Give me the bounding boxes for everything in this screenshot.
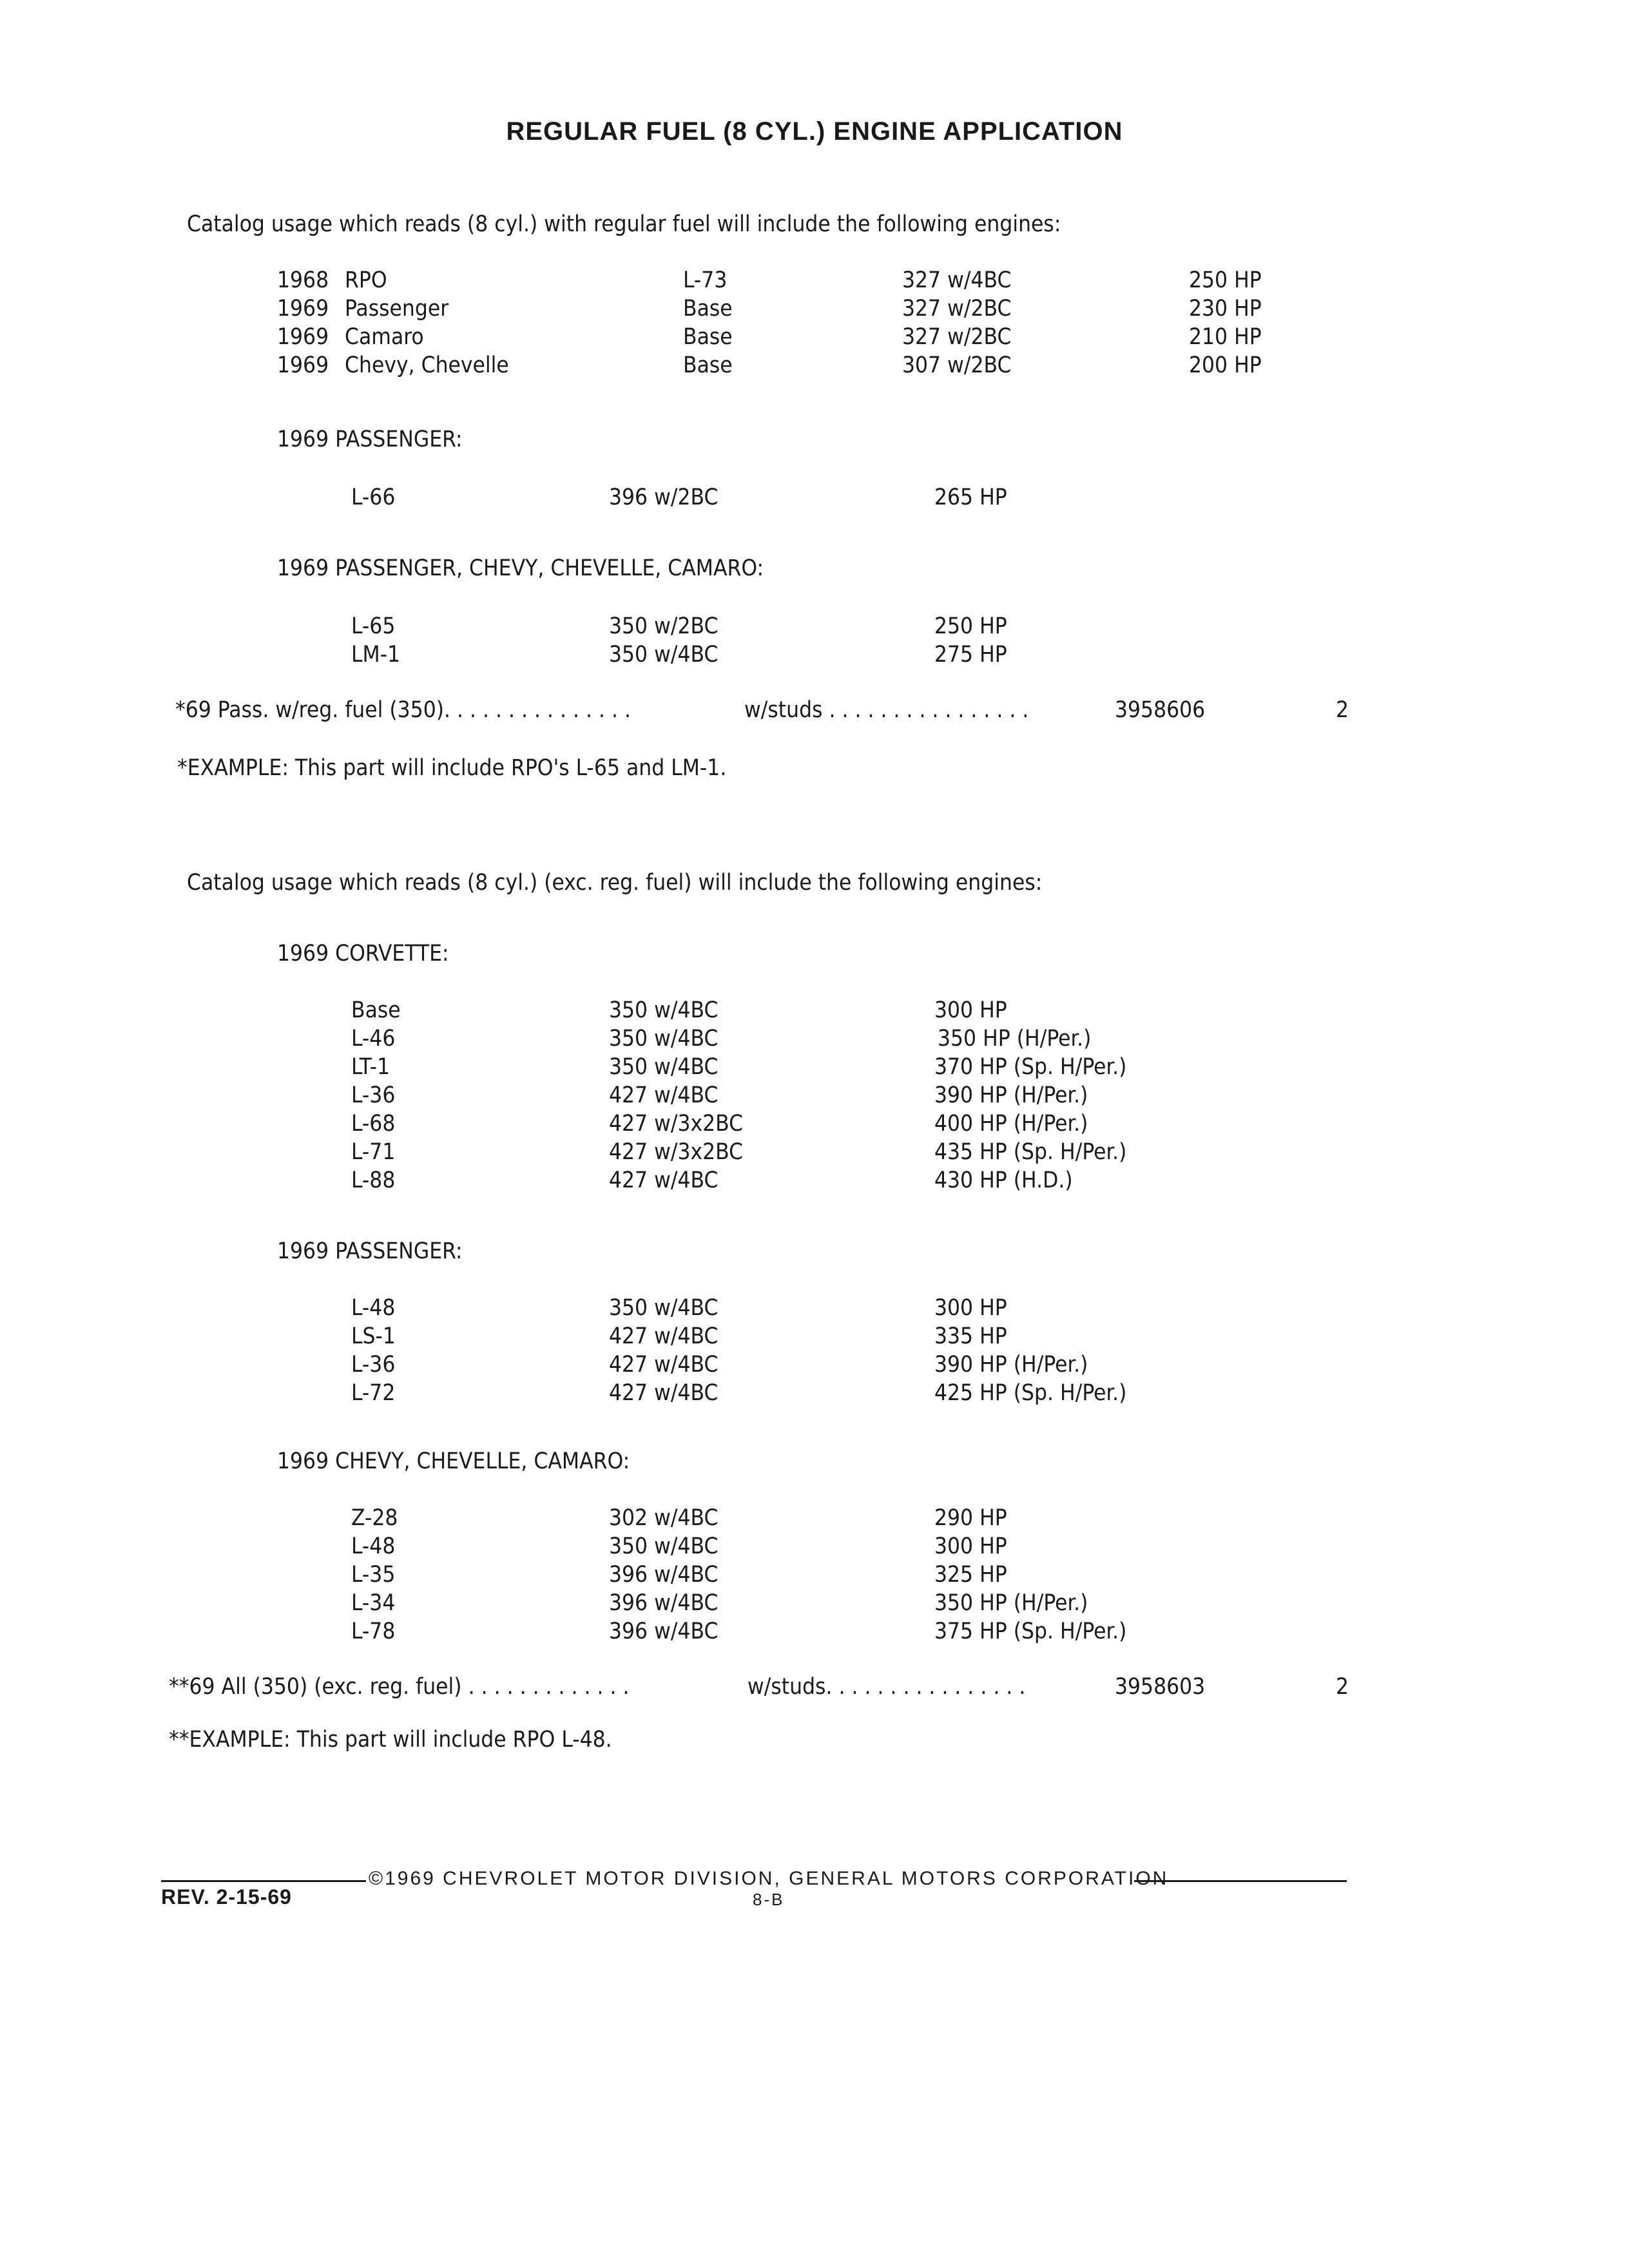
part-quantity: 2 (1336, 1674, 1349, 1700)
engine-cell: 427 w/3x2BC (609, 1139, 744, 1165)
rpo-cell: Base (351, 997, 401, 1023)
rpo-cell: L-65 (351, 613, 396, 639)
rpo-cell: Base (683, 296, 733, 322)
part-fitting: w/studs. . . . . . . . . . . . . . . . (747, 1674, 1026, 1700)
part-line (0, 696, 1629, 724)
hp-cell: 335 HP (934, 1323, 1007, 1349)
footer-rule-left (161, 1880, 366, 1882)
group-heading: 1969 PASSENGER, CHEVY, CHEVELLE, CAMARO: (277, 555, 764, 581)
part-quantity: 2 (1336, 697, 1349, 723)
hp-cell: 350 HP (H/Per.) (934, 1590, 1088, 1616)
hp-cell: 400 HP (H/Per.) (934, 1111, 1088, 1137)
rpo-cell: Base (683, 352, 733, 378)
rpo-cell: LM-1 (351, 642, 401, 668)
part-description: **69 All (350) (exc. reg. fuel) . . . . . . . . . . . . . (169, 1674, 630, 1700)
engine-cell: 327 w/4BC (902, 267, 1012, 293)
engine-cell: 427 w/4BC (609, 1323, 718, 1349)
rpo-cell: L-34 (351, 1590, 396, 1616)
part-number: 3958603 (1115, 1674, 1206, 1700)
engine-cell: 327 w/2BC (902, 296, 1012, 322)
engine-cell: 396 w/4BC (609, 1619, 718, 1644)
engine-cell: 327 w/2BC (902, 324, 1012, 350)
rpo-cell: L-48 (351, 1295, 396, 1321)
engine-cell: 350 w/4BC (609, 642, 718, 668)
engine-cell: 427 w/4BC (609, 1168, 718, 1193)
hp-cell: 375 HP (Sp. H/Per.) (934, 1619, 1127, 1644)
engine-cell: 307 w/2BC (902, 352, 1012, 378)
footer-rule-right (1134, 1880, 1347, 1882)
group-heading: 1969 PASSENGER: (277, 1238, 463, 1264)
example-note: *EXAMPLE: This part will include RPO's L-65 and LM-1. (177, 755, 727, 781)
engine-cell: 427 w/3x2BC (609, 1111, 744, 1137)
hp-cell: 265 HP (934, 485, 1007, 510)
model-cell: Camaro (345, 324, 424, 350)
model-cell: Passenger (345, 296, 449, 322)
hp-cell: 290 HP (934, 1505, 1007, 1531)
hp-cell: 250 HP (1189, 267, 1262, 293)
engine-cell: 350 w/4BC (609, 1054, 718, 1080)
year-cell: 1969 (277, 352, 329, 378)
engine-cell: 350 w/4BC (609, 1026, 718, 1052)
rpo-cell: LS-1 (351, 1323, 396, 1349)
engine-cell: 350 w/4BC (609, 1295, 718, 1321)
engine-cell: 427 w/4BC (609, 1082, 718, 1108)
rpo-cell: L-66 (351, 485, 396, 510)
hp-cell: 200 HP (1189, 352, 1262, 378)
year-cell: 1969 (277, 296, 329, 322)
hp-cell: 230 HP (1189, 296, 1262, 322)
hp-cell: 370 HP (Sp. H/Per.) (934, 1054, 1127, 1080)
engine-cell: 396 w/4BC (609, 1590, 718, 1616)
engine-cell: 350 w/2BC (609, 613, 718, 639)
rpo-cell: L-35 (351, 1562, 396, 1588)
rpo-cell: L-46 (351, 1026, 396, 1052)
group-heading: 1969 PASSENGER: (277, 427, 463, 452)
section1-intro: Catalog usage which reads (8 cyl.) with regular fuel will include the following engines: (187, 211, 1061, 237)
hp-cell: 300 HP (934, 997, 1007, 1023)
rpo-cell: Z-28 (351, 1505, 398, 1531)
hp-cell: 300 HP (934, 1295, 1007, 1321)
hp-cell: 325 HP (934, 1562, 1007, 1588)
group-heading: 1969 CORVETTE: (277, 941, 449, 966)
example-note: **EXAMPLE: This part will include RPO L-48. (169, 1727, 612, 1753)
engine-cell: 427 w/4BC (609, 1380, 718, 1406)
group-heading: 1969 CHEVY, CHEVELLE, CAMARO: (277, 1448, 630, 1474)
engine-cell: 350 w/4BC (609, 997, 718, 1023)
hp-cell: 430 HP (H.D.) (934, 1168, 1073, 1193)
section2-intro: Catalog usage which reads (8 cyl.) (exc. reg. fuel) will include the following engines: (187, 870, 1043, 896)
year-cell: 1968 (277, 267, 329, 293)
engine-cell: 396 w/4BC (609, 1562, 718, 1588)
hp-cell: 390 HP (H/Per.) (934, 1082, 1088, 1108)
rpo-cell: L-36 (351, 1082, 396, 1108)
year-cell: 1969 (277, 324, 329, 350)
part-description: *69 Pass. w/reg. fuel (350). . . . . . . . . . . . . . . (175, 697, 631, 723)
rpo-cell: L-73 (683, 267, 728, 293)
page-title: REGULAR FUEL (8 CYL.) ENGINE APPLICATION (506, 117, 1123, 146)
rpo-cell: L-71 (351, 1139, 396, 1165)
rpo-cell: L-78 (351, 1619, 396, 1644)
hp-cell: 250 HP (934, 613, 1007, 639)
rpo-cell: Base (683, 324, 733, 350)
rpo-cell: L-72 (351, 1380, 396, 1406)
revision-date: REV. 2-15-69 (161, 1885, 292, 1908)
rpo-cell: L-48 (351, 1533, 396, 1559)
copyright-line: ©1969 CHEVROLET MOTOR DIVISION, GENERAL MOTORS CORPORATION (369, 1868, 1169, 1889)
rpo-cell: L-68 (351, 1111, 396, 1137)
hp-cell: 390 HP (H/Per.) (934, 1352, 1088, 1378)
rpo-cell: L-88 (351, 1168, 396, 1193)
engine-cell: 427 w/4BC (609, 1352, 718, 1378)
hp-cell: 350 HP (H/Per.) (938, 1026, 1092, 1052)
model-cell: Chevy, Chevelle (345, 352, 509, 378)
part-line (0, 1673, 1629, 1701)
engine-cell: 396 w/2BC (609, 485, 718, 510)
hp-cell: 435 HP (Sp. H/Per.) (934, 1139, 1127, 1165)
hp-cell: 425 HP (Sp. H/Per.) (934, 1380, 1127, 1406)
engine-cell: 302 w/4BC (609, 1505, 718, 1531)
hp-cell: 210 HP (1189, 324, 1262, 350)
part-number: 3958606 (1115, 697, 1206, 723)
hp-cell: 275 HP (934, 642, 1007, 668)
model-cell: RPO (345, 267, 387, 293)
rpo-cell: LT-1 (351, 1054, 390, 1080)
part-fitting: w/studs . . . . . . . . . . . . . . . . (744, 697, 1029, 723)
page-number: 8-B (753, 1890, 785, 1909)
engine-cell: 350 w/4BC (609, 1533, 718, 1559)
rpo-cell: L-36 (351, 1352, 396, 1378)
hp-cell: 300 HP (934, 1533, 1007, 1559)
